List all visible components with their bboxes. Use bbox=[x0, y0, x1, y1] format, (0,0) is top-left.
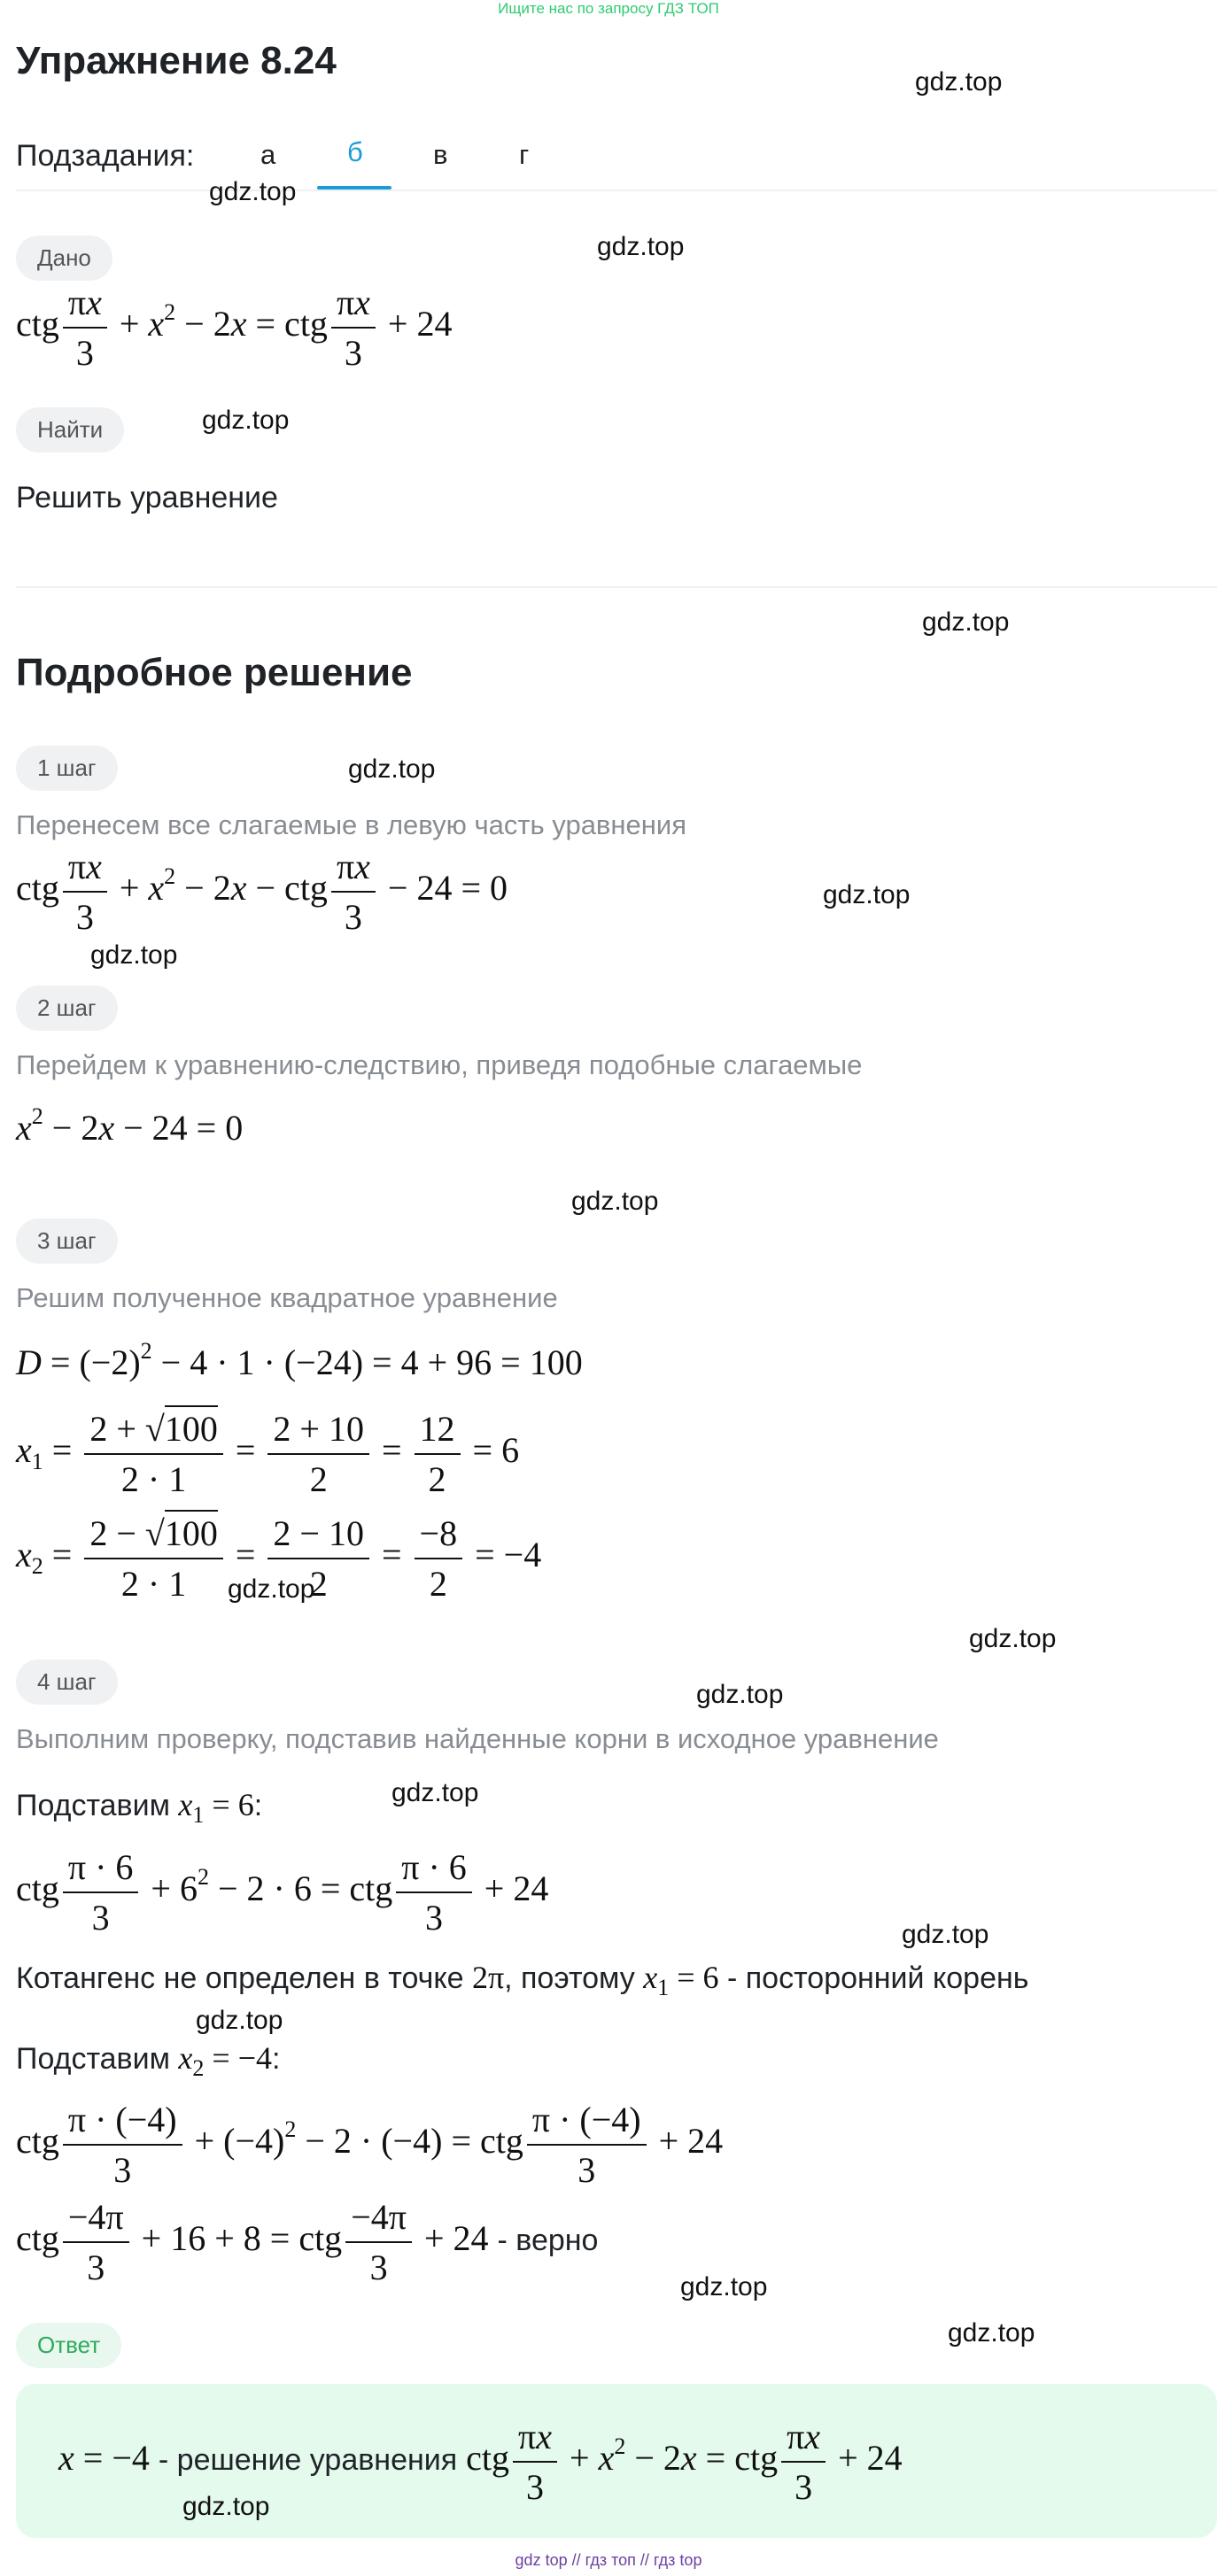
page-title: Упражнение 8.24 bbox=[16, 39, 337, 82]
watermark: gdz.top bbox=[90, 940, 178, 970]
watermark: gdz.top bbox=[391, 1778, 479, 1807]
watermark: gdz.top bbox=[597, 232, 685, 261]
step-2-equation: $x^2 - 2x - 24 = 0$ bbox=[16, 1103, 244, 1148]
watermark: gdz.top bbox=[922, 607, 1010, 637]
tab-v[interactable]: в bbox=[433, 139, 448, 170]
step-4-badge: 4 шаг bbox=[16, 1659, 118, 1705]
footer-links[interactable]: gdz top // гдз топ // гдз top bbox=[515, 2551, 702, 2569]
watermark: gdz.top bbox=[823, 880, 911, 909]
tabs-divider bbox=[16, 190, 1217, 191]
check-x2-equation: ctg $\frac{\pi \cdot (-4)}{3}$ + $(-4)^2 - 2 \cdot (-4)$ = ctg $\frac{\pi \cdot (-4)}{3}$ + 24 bbox=[16, 2100, 724, 2190]
substitute-x2-line: Подставим $x_2 = -4$: bbox=[16, 2040, 281, 2081]
watermark: gdz.top bbox=[202, 406, 290, 435]
tab-b[interactable]: б bbox=[347, 136, 363, 167]
subtasks-label: Подзадания: bbox=[16, 139, 195, 173]
root-x2-equation: $x_2$ = $\frac{2 - √100}{2 \cdot 1}$ = $\frac{2 - 10}{2}$ = $\frac{-8}{2}$ = −4 bbox=[16, 1512, 541, 1605]
tab-g[interactable]: г bbox=[519, 139, 530, 170]
watermark: gdz.top bbox=[209, 177, 297, 206]
top-banner[interactable]: Ищите нас по запросу ГДЗ ТОП bbox=[498, 0, 719, 17]
watermark: gdz.top bbox=[680, 2272, 768, 2301]
step-4-description: Выполним проверку, подставив найденные корни в исходное уравнение bbox=[16, 1723, 939, 1754]
watermark: gdz.top bbox=[948, 2318, 1035, 2348]
root-x1-equation: $x_1$ = $\frac{2 + √100}{2 \cdot 1}$ = $\frac{2 + 10}{2}$ = $\frac{12}{2}$ = 6 bbox=[16, 1408, 519, 1500]
step-1-equation: ctg $\frac{\pi x}{3}$ + $x^2 - 2x$ − ctg $\frac{\pi x}{3}$ − 24 = 0 bbox=[16, 847, 508, 937]
step-2-description: Перейдем к уравнению-следствию, приведя подобные слагаемые bbox=[16, 1049, 863, 1080]
step-1-badge: 1 шаг bbox=[16, 746, 118, 791]
answer-badge: Ответ bbox=[16, 2323, 121, 2368]
answer-equation: x = −4 - решение уравнения ctg $\frac{\pi x}{3}$ + $x^2 - 2x$ = ctg $\frac{\pi x}{3}$ + 24 bbox=[58, 2417, 903, 2507]
watermark: gdz.top bbox=[196, 2006, 283, 2035]
check-x2-simplified: ctg $\frac{-4\pi}{3}$ + 16 + 8 = ctg $\frac{-4\pi}{3}$ + 24 - верно bbox=[16, 2197, 599, 2287]
substitute-x1-line: Подставим $x_1 = 6$: bbox=[16, 1787, 263, 1828]
find-text: Решить уравнение bbox=[16, 481, 278, 514]
given-equation: ctg $\frac{\pi x}{3}$ + $x^2 - 2x$ = ctg $\frac{\pi x}{3}$ + 24 bbox=[16, 282, 453, 373]
section-divider bbox=[16, 586, 1217, 588]
watermark: gdz.top bbox=[915, 67, 1003, 97]
watermark: gdz.top bbox=[902, 1920, 989, 1949]
step-3-badge: 3 шаг bbox=[16, 1218, 118, 1264]
watermark: gdz.top bbox=[696, 1680, 784, 1709]
watermark: gdz.top bbox=[571, 1187, 659, 1216]
given-badge: Дано bbox=[16, 236, 112, 281]
step-2-badge: 2 шаг bbox=[16, 986, 118, 1031]
discriminant-equation: $D = (-2)^2 - 4 \cdot 1 \cdot (-24) = 4 + 96 = 100$ bbox=[16, 1338, 583, 1382]
watermark: gdz.top bbox=[348, 754, 436, 784]
watermark: gdz.top bbox=[969, 1624, 1057, 1653]
check-x1-equation: ctg $\frac{\pi \cdot 6}{3}$ + $6^2 - 2 \cdot 6$ = ctg $\frac{\pi \cdot 6}{3}$ + 24 bbox=[16, 1847, 549, 1938]
watermark: gdz.top bbox=[228, 1574, 315, 1604]
step-3-description: Решим полученное квадратное уравнение bbox=[16, 1282, 558, 1313]
tab-a[interactable]: а bbox=[260, 139, 276, 170]
step-1-description: Перенесем все слагаемые в левую часть уравнения bbox=[16, 809, 686, 840]
find-badge: Найти bbox=[16, 407, 124, 453]
watermark: gdz.top bbox=[182, 2492, 270, 2521]
extraneous-root-note: Котангенс не определен в точке 2π, поэтому $x_1 = 6$ - посторонний корень bbox=[16, 1960, 1029, 2000]
solution-heading: Подробное решение bbox=[16, 651, 413, 694]
